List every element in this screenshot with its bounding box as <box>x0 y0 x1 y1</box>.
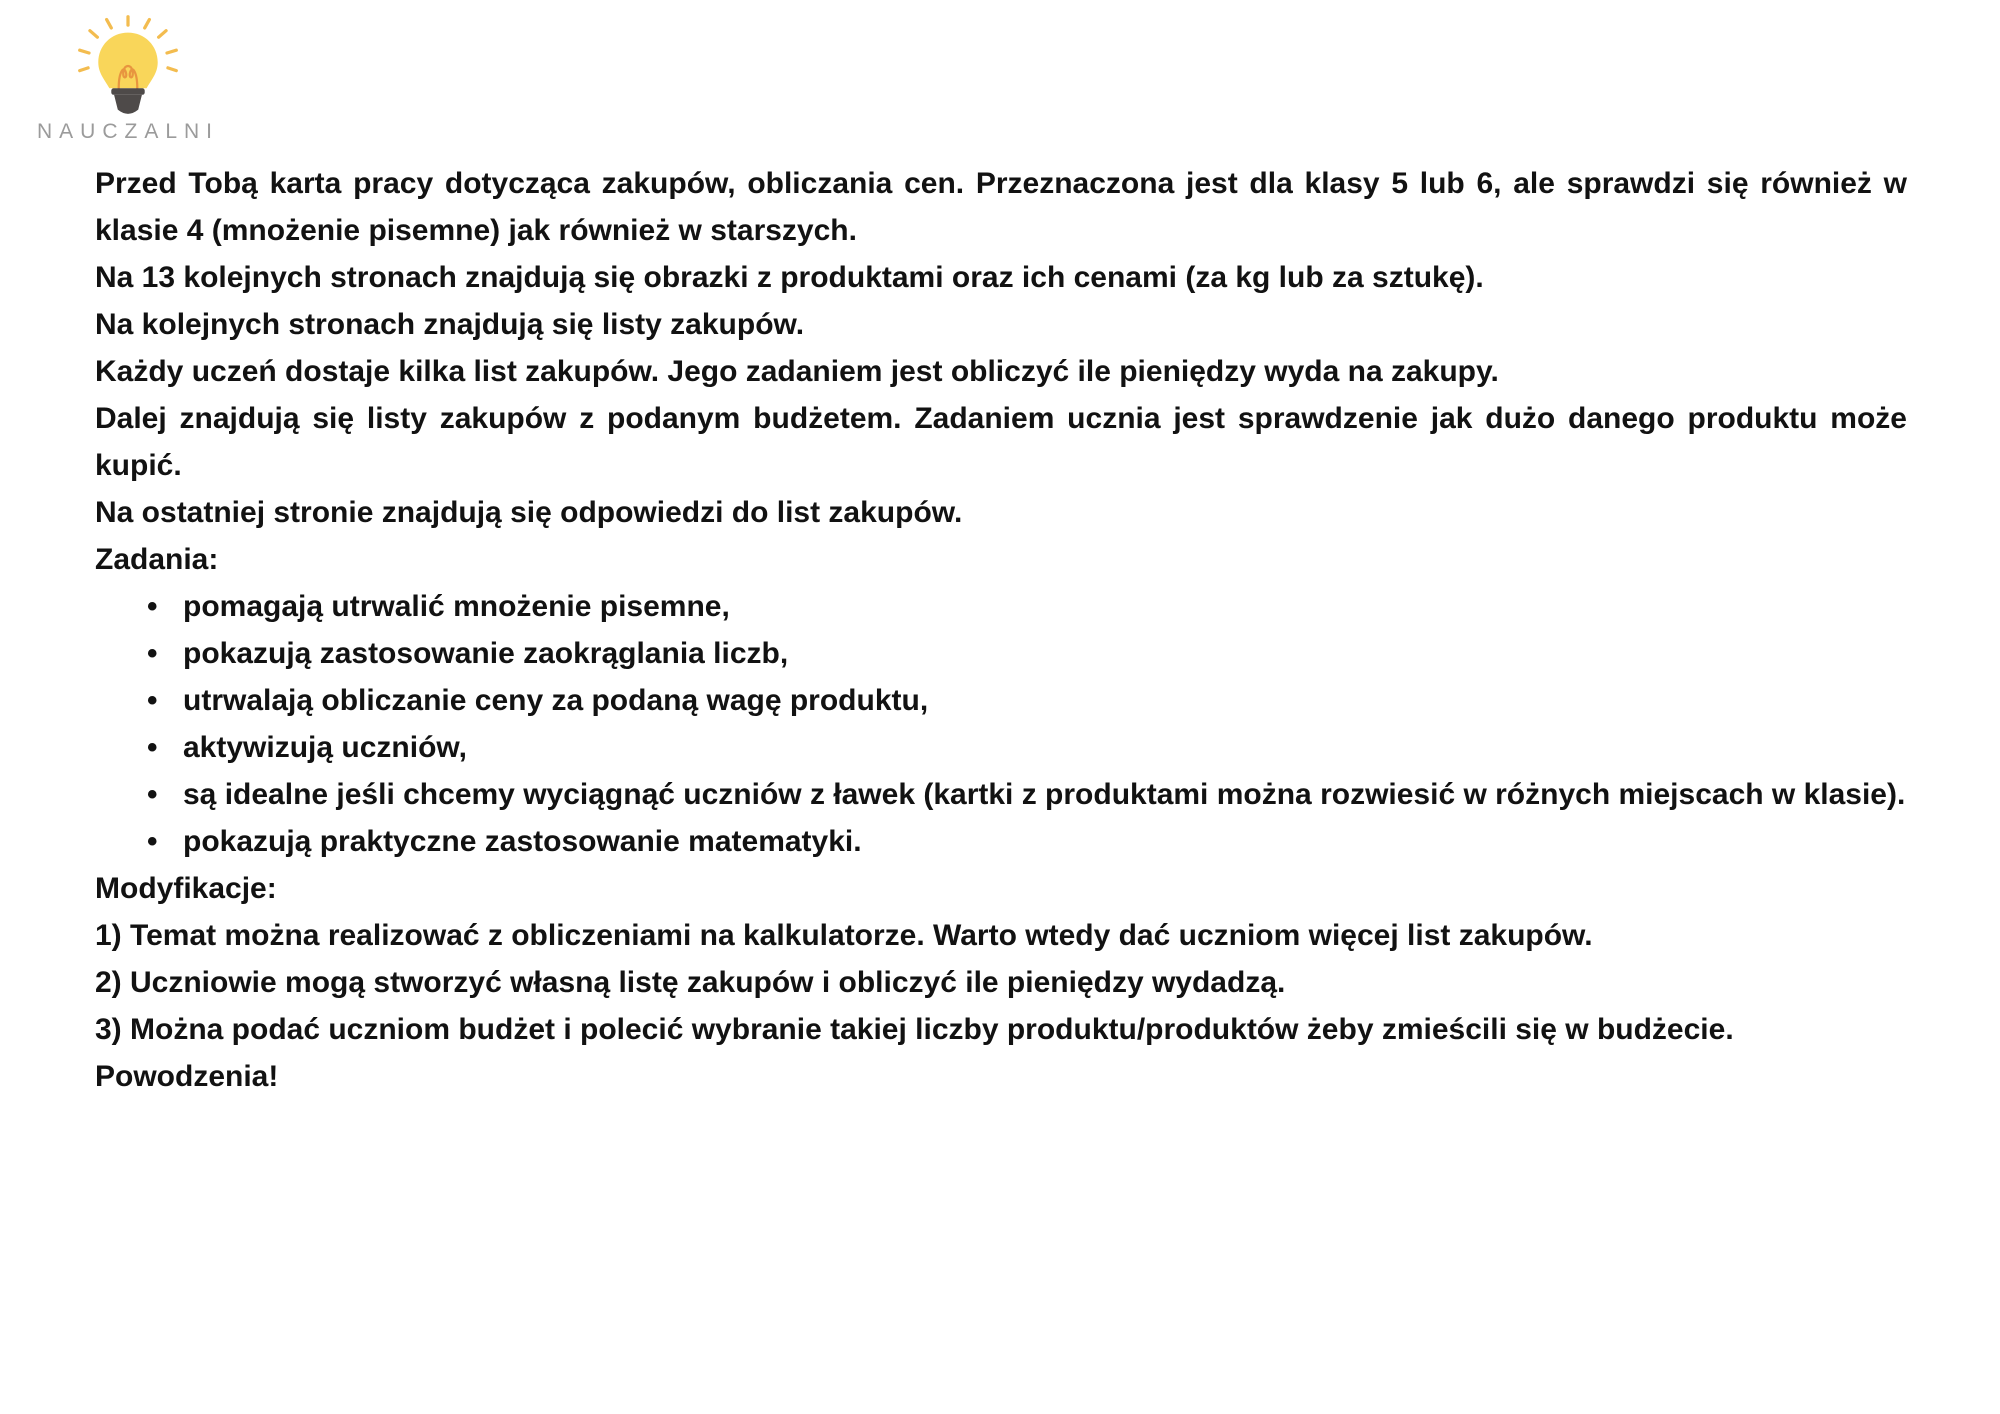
lightbulb-icon <box>69 14 187 118</box>
task-item: • pomagają utrwalić mnożenie pisemne, <box>183 583 1907 630</box>
task-item: • utrwalają obliczanie ceny za podaną wagę produktu, <box>183 677 1907 724</box>
intro-paragraph: Dalej znajdują się listy zakupów z podanym budżetem. Zadaniem ucznia jest sprawdzenie jak dużo danego produktu może kupić. <box>95 402 1907 482</box>
task-item: • aktywizują uczniów, <box>183 724 1907 771</box>
intro-paragraph: Przed Tobą karta pracy dotycząca zakupów, obliczania cen. Przeznaczona jest dla klasy 5 lub 6, ale sprawdzi się również w klasie 4 (mnożenie pisemne) jak również w starszych. <box>95 167 1907 247</box>
document-body <box>95 160 1907 1100</box>
brand-logo <box>28 14 228 144</box>
tasks-list <box>95 583 1907 865</box>
modification-item: 3) Można podać uczniom budżet i polecić wybranie takiej liczby produktu/produktów żeby zmieścili się w budżecie. <box>95 1013 1734 1046</box>
intro-paragraph: Na ostatniej stronie znajdują się odpowiedzi do list zakupów. <box>95 496 963 529</box>
modification-item: 1) Temat można realizować z obliczeniami na kalkulatorze. Warto wtedy dać uczniom więcej list zakupów. <box>95 919 1593 952</box>
modification-item: 2) Uczniowie mogą stworzyć własną listę zakupów i obliczyć ile pieniędzy wydadzą. <box>95 966 1286 999</box>
intro-paragraph: Każdy uczeń dostaje kilka list zakupów. Jego zadaniem jest obliczyć ile pieniędzy wyda na zakupy. <box>95 355 1499 388</box>
modifications-heading: Modyfikacje: <box>95 872 277 905</box>
task-item: • pokazują zastosowanie zaokrąglania liczb, <box>183 630 1907 677</box>
intro-paragraph: Na 13 kolejnych stronach znajdują się obrazki z produktami oraz ich cenami (za kg lub za sztukę). <box>95 261 1484 294</box>
tasks-heading: Zadania: <box>95 543 219 576</box>
brand-name: NAUCZALNI <box>36 120 220 143</box>
task-item: • są idealne jeśli chcemy wyciągnąć uczniów z ławek (kartki z produktami można rozwiesić w różnych miejscach w klasie). <box>183 771 1907 818</box>
closing-text: Powodzenia! <box>95 1060 279 1093</box>
intro-paragraph: Na kolejnych stronach znajdują się listy zakupów. <box>95 308 805 341</box>
task-item: • pokazują praktyczne zastosowanie matematyki. <box>183 818 1907 865</box>
